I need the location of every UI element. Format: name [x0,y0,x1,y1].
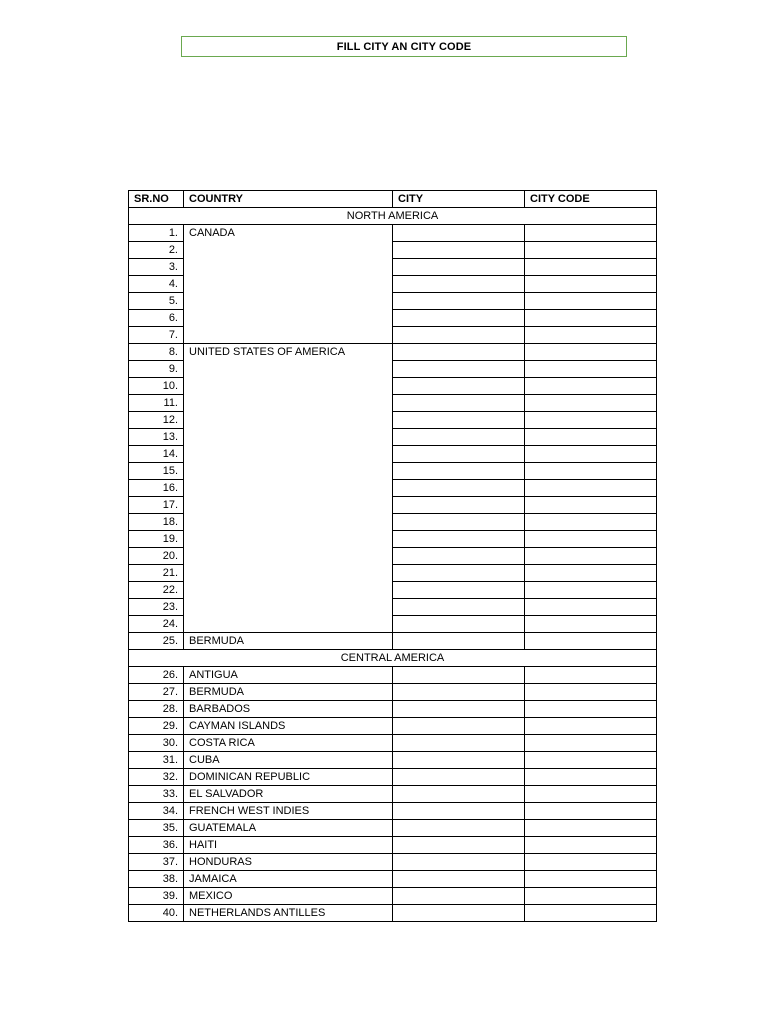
city-cell[interactable] [393,395,525,412]
sr-no-cell: 35. [129,820,184,837]
city-code-cell[interactable] [525,514,657,531]
country-cell: HAITI [184,837,393,854]
city-code-cell[interactable] [525,582,657,599]
header-row [129,191,657,208]
country-cell: GUATEMALA [184,820,393,837]
table-row [129,820,657,837]
sr-no-cell: 25. [129,633,184,650]
city-code-cell[interactable] [525,599,657,616]
city-code-cell[interactable] [525,871,657,888]
city-cell[interactable] [393,888,525,905]
sr-no-cell: 9. [129,361,184,378]
sr-no-cell: 12. [129,412,184,429]
city-cell[interactable] [393,633,525,650]
city-cell[interactable] [393,871,525,888]
region-heading: NORTH AMERICA [129,208,657,225]
sr-no-cell: 2. [129,242,184,259]
city-code-cell[interactable] [525,327,657,344]
country-cell: BERMUDA [184,633,393,650]
document-title: FILL CITY AN CITY CODE [181,36,627,57]
city-cell[interactable] [393,361,525,378]
city-cell[interactable] [393,565,525,582]
country-cell: FRENCH WEST INDIES [184,803,393,820]
city-code-cell[interactable] [525,446,657,463]
city-cell[interactable] [393,752,525,769]
sr-no-cell: 11. [129,395,184,412]
table-row [129,718,657,735]
city-code-cell[interactable] [525,565,657,582]
city-cell[interactable] [393,599,525,616]
table-row [129,633,657,650]
city-cell[interactable] [393,242,525,259]
city-code-cell[interactable] [525,293,657,310]
city-code-cell[interactable] [525,361,657,378]
header-sr-no: SR.NO [129,191,184,208]
city-cell[interactable] [393,412,525,429]
sr-no-cell: 28. [129,701,184,718]
city-cell[interactable] [393,718,525,735]
sr-no-cell: 40. [129,905,184,922]
country-cell: EL SALVADOR [184,786,393,803]
sr-no-cell: 37. [129,854,184,871]
table-row [129,769,657,786]
city-cell[interactable] [393,854,525,871]
city-cell[interactable] [393,837,525,854]
country-cell: NETHERLANDS ANTILLES [184,905,393,922]
sr-no-cell: 14. [129,446,184,463]
region-row [129,208,657,225]
city-code-cell[interactable] [525,684,657,701]
table-row [129,854,657,871]
city-cell[interactable] [393,582,525,599]
sr-no-cell: 1. [129,225,184,242]
city-cell[interactable] [393,429,525,446]
city-cell[interactable] [393,684,525,701]
city-code-cell[interactable] [525,820,657,837]
city-code-cell[interactable] [525,463,657,480]
sr-no-cell: 27. [129,684,184,701]
sr-no-cell: 15. [129,463,184,480]
city-cell[interactable] [393,446,525,463]
sr-no-cell: 13. [129,429,184,446]
country-cell: CUBA [184,752,393,769]
sr-no-cell: 18. [129,514,184,531]
city-code-cell[interactable] [525,497,657,514]
city-cell[interactable] [393,344,525,361]
sr-no-cell: 22. [129,582,184,599]
sr-no-cell: 10. [129,378,184,395]
table-row [129,735,657,752]
city-cell[interactable] [393,225,525,242]
sr-no-cell: 16. [129,480,184,497]
sr-no-cell: 31. [129,752,184,769]
country-cell: BERMUDA [184,684,393,701]
city-code-cell[interactable] [525,701,657,718]
sr-no-cell: 29. [129,718,184,735]
city-code-cell[interactable] [525,259,657,276]
table-row [129,837,657,854]
city-cell[interactable] [393,293,525,310]
city-cell[interactable] [393,480,525,497]
sr-no-cell: 23. [129,599,184,616]
city-cell[interactable] [393,616,525,633]
sr-no-cell: 30. [129,735,184,752]
city-table [128,190,657,922]
city-cell[interactable] [393,276,525,293]
country-cell: JAMAICA [184,871,393,888]
country-cell: CAYMAN ISLANDS [184,718,393,735]
city-code-cell[interactable] [525,548,657,565]
table-row [129,803,657,820]
sr-no-cell: 21. [129,565,184,582]
city-cell[interactable] [393,310,525,327]
city-code-cell[interactable] [525,837,657,854]
city-cell[interactable] [393,514,525,531]
city-code-cell[interactable] [525,752,657,769]
city-code-cell[interactable] [525,310,657,327]
sr-no-cell: 36. [129,837,184,854]
city-code-cell[interactable] [525,854,657,871]
city-code-cell[interactable] [525,225,657,242]
city-code-cell[interactable] [525,395,657,412]
city-cell[interactable] [393,259,525,276]
sr-no-cell: 38. [129,871,184,888]
sr-no-cell: 19. [129,531,184,548]
city-code-cell[interactable] [525,276,657,293]
sr-no-cell: 26. [129,667,184,684]
city-cell[interactable] [393,463,525,480]
sr-no-cell: 20. [129,548,184,565]
sr-no-cell: 24. [129,616,184,633]
table-row [129,888,657,905]
city-cell[interactable] [393,786,525,803]
country-cell: COSTA RICA [184,735,393,752]
city-cell[interactable] [393,701,525,718]
city-code-cell[interactable] [525,378,657,395]
region-heading: CENTRAL AMERICA [129,650,657,667]
sr-no-cell: 6. [129,310,184,327]
country-cell: MEXICO [184,888,393,905]
city-cell[interactable] [393,735,525,752]
table-row [129,684,657,701]
city-cell[interactable] [393,769,525,786]
city-code-cell[interactable] [525,242,657,259]
table-row [129,225,657,242]
city-code-cell[interactable] [525,803,657,820]
city-code-cell[interactable] [525,888,657,905]
city-code-cell[interactable] [525,429,657,446]
region-row [129,650,657,667]
city-code-cell[interactable] [525,769,657,786]
sr-no-cell: 5. [129,293,184,310]
city-cell[interactable] [393,531,525,548]
country-cell: BARBADOS [184,701,393,718]
country-cell: DOMINICAN REPUBLIC [184,769,393,786]
country-cell: ANTIGUA [184,667,393,684]
sr-no-cell: 4. [129,276,184,293]
city-cell[interactable] [393,820,525,837]
city-cell[interactable] [393,548,525,565]
city-code-cell[interactable] [525,718,657,735]
table-row [129,871,657,888]
country-cell: CANADA [184,225,393,344]
city-cell[interactable] [393,378,525,395]
city-code-cell[interactable] [525,786,657,803]
country-cell: UNITED STATES OF AMERICA [184,344,393,633]
city-code-cell[interactable] [525,735,657,752]
city-code-cell[interactable] [525,667,657,684]
table-row [129,344,657,361]
city-cell[interactable] [393,803,525,820]
country-cell: HONDURAS [184,854,393,871]
city-cell[interactable] [393,327,525,344]
city-code-cell[interactable] [525,905,657,922]
sr-no-cell: 8. [129,344,184,361]
sr-no-cell: 32. [129,769,184,786]
city-cell[interactable] [393,667,525,684]
sr-no-cell: 7. [129,327,184,344]
table-row [129,786,657,803]
city-code-cell[interactable] [525,344,657,361]
city-code-cell[interactable] [525,480,657,497]
table-row [129,701,657,718]
city-code-cell[interactable] [525,633,657,650]
table-row [129,667,657,684]
sr-no-cell: 33. [129,786,184,803]
table-row [129,905,657,922]
city-code-cell[interactable] [525,412,657,429]
header-city: CITY [393,191,525,208]
sr-no-cell: 39. [129,888,184,905]
table-body [129,208,657,922]
city-cell[interactable] [393,497,525,514]
table-row [129,752,657,769]
sr-no-cell: 17. [129,497,184,514]
header-city-code: CITY CODE [525,191,657,208]
sr-no-cell: 3. [129,259,184,276]
city-code-cell[interactable] [525,616,657,633]
header-country: COUNTRY [184,191,393,208]
city-code-cell[interactable] [525,531,657,548]
city-cell[interactable] [393,905,525,922]
sr-no-cell: 34. [129,803,184,820]
